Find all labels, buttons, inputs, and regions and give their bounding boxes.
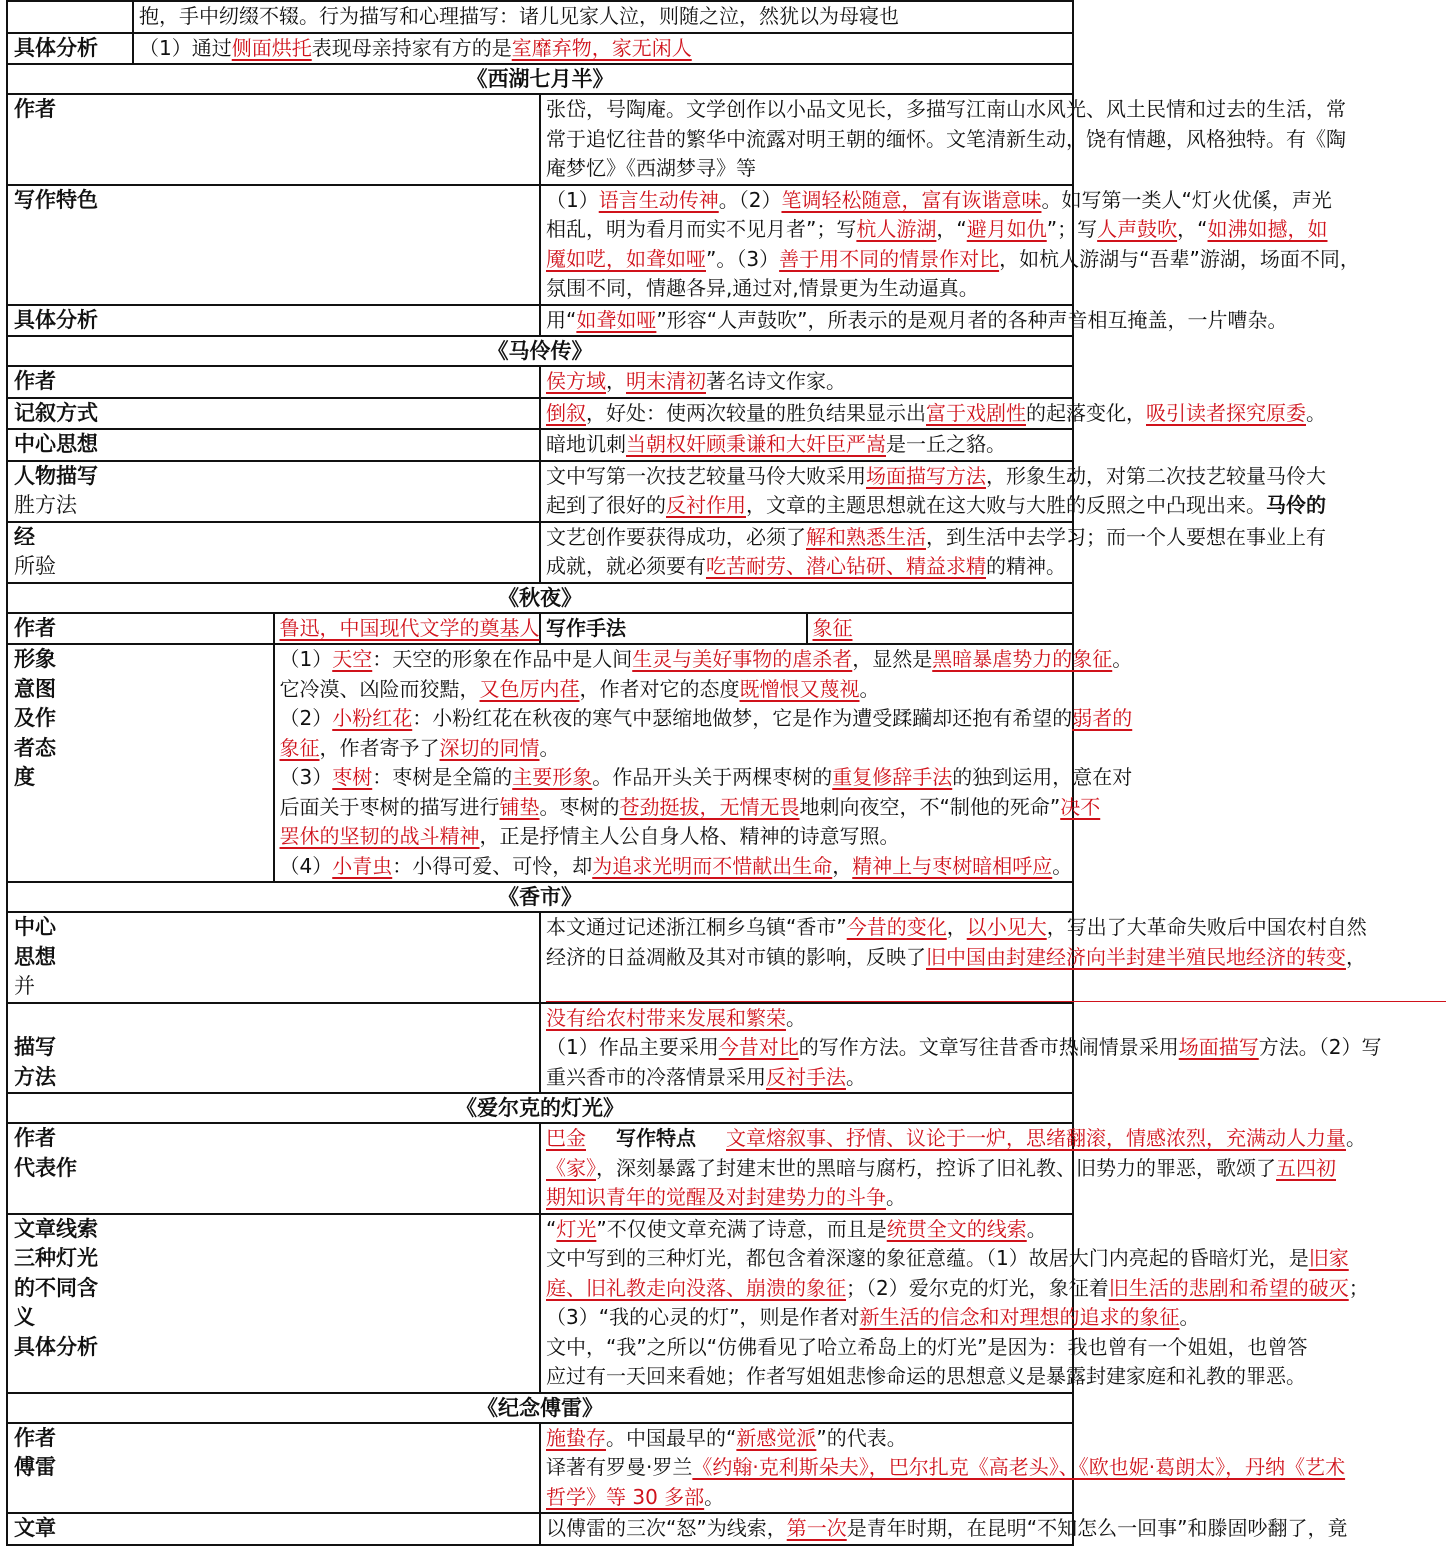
text-segment: 应过有一天回来看她；作者写姐姐悲惨命运的思想意义是暴露封建家庭和礼教的罪恶。 xyxy=(546,1364,1306,1388)
maling-author-label: 作者 xyxy=(7,366,540,398)
text-segment: 义 xyxy=(14,1305,35,1329)
qiuye-technique-label: 写作手法 xyxy=(540,613,807,645)
qiuye-title: 《秋夜》 xyxy=(7,584,1073,613)
text-segment: 。 xyxy=(786,1005,806,1030)
qiuye-author-text xyxy=(274,613,541,645)
xihu-analysis-label: 具体分析 xyxy=(7,305,540,337)
qiuye-technique-text xyxy=(807,613,1074,645)
xiangshi-title: 《香市》 xyxy=(7,883,1073,912)
text-segment: 氛围不同，情趣各异,通过对,情景更为生动逼真。 xyxy=(546,276,979,300)
fulei-table xyxy=(6,1394,1348,1546)
text-segment: 。 xyxy=(1179,1305,1200,1329)
text-segment: 。 xyxy=(1112,647,1133,671)
maling-theme-text xyxy=(540,429,1073,461)
text-segment: 暗地讥刺 xyxy=(546,432,626,456)
text-segment: （1）作品主要采用 xyxy=(546,1035,719,1059)
highlighted-text: 鲁迅，中国现代文学的奠基人 xyxy=(279,615,540,640)
fulei-title: 《纪念傅雷》 xyxy=(7,1394,1073,1423)
text-segment: 。 xyxy=(859,676,880,701)
text-segment: 相乱，明为看月而实不见月者”；写 xyxy=(546,217,857,241)
text-segment: ，文章的主题思想就在这大败与大胜的反照之中凸现出来。 xyxy=(746,493,1266,517)
text-segment: ，好处：使两次较量的胜负结果显示出 xyxy=(586,400,926,425)
text-segment: ；（2）爱尔克的灯光，象征着 xyxy=(846,1275,1109,1300)
text-segment: ，到生活中去学习；而一个人要想在事业上有 xyxy=(926,524,1326,549)
text-line xyxy=(546,1453,1346,1483)
text-line xyxy=(279,852,1073,882)
maling-title: 《马伶传》 xyxy=(7,337,1073,366)
analysis-text xyxy=(133,33,1073,65)
xiangshi-desc-text xyxy=(540,1003,1382,1094)
text-segment: 常于追忆往昔的繁华中流露对明王朝的缅怀。文笔清新生动，饶有情趣，风格独特。有《陶 xyxy=(546,126,1346,151)
text-segment: （1）通过 xyxy=(139,35,232,60)
maling-author-text xyxy=(540,366,1073,398)
xihu-analysis-text xyxy=(540,305,1288,337)
text-line xyxy=(280,822,1068,852)
maling-theme-label: 中心思想 xyxy=(7,429,540,461)
text-segment: ，形象生动，对第二次技艺较量马伶大 xyxy=(986,463,1326,488)
highlighted-text: 解和熟悉生活 xyxy=(806,524,926,549)
text-line xyxy=(546,462,1326,492)
text-segment: 。 xyxy=(886,1185,906,1209)
text-segment: 译著有罗曼·罗兰 xyxy=(546,1455,693,1479)
text-segment: 。 xyxy=(1026,1216,1047,1241)
text-segment: 庵梦忆》《西湖梦寻》等 xyxy=(546,156,756,180)
highlighted-text: 小青虫 xyxy=(332,853,393,878)
highlighted-text: 明末清初 xyxy=(626,369,706,393)
qiuye-image-text xyxy=(274,644,1133,882)
text-line xyxy=(546,186,1332,216)
text-segment: ，“ xyxy=(936,217,967,241)
text-segment: ， xyxy=(1346,944,1366,969)
text-segment: ：枣树是全篇的 xyxy=(372,765,513,789)
highlighted-text: 生灵与美好事物的虐杀者 xyxy=(632,647,853,671)
text-line xyxy=(546,215,1328,245)
maling-character-text xyxy=(540,461,1326,522)
aierke-table xyxy=(6,1094,1369,1394)
highlighted-text: 笔调轻松随意，富有诙谐意味 xyxy=(781,187,1042,212)
highlighted-text: 吃苦耐劳、潜心钻研、精益求精 xyxy=(706,554,986,578)
text-segment: 。 xyxy=(539,735,560,760)
text-segment: 后面关于枣树的描写进行 xyxy=(279,794,500,819)
highlighted-text: 以小见大 xyxy=(966,915,1047,939)
highlighted-text: 深切的同情 xyxy=(439,735,540,760)
text-segment: 具体分析 xyxy=(14,1334,98,1359)
highlighted-text: 枣树 xyxy=(332,765,373,789)
highlighted-text: 天空 xyxy=(332,647,373,671)
highlighted-text: 文章熔叙事、抒情、议论于一炉，思绪翻滚，情感浓烈，充满动人力量 xyxy=(726,1126,1346,1150)
text-segment: 。如写第一类人“灯火优傒，声光 xyxy=(1041,187,1332,212)
aierke-author-text xyxy=(540,1123,1366,1214)
text-segment: ， xyxy=(606,369,626,393)
text-segment: 作者 xyxy=(14,1126,56,1150)
highlighted-text: 富于戏剧性 xyxy=(926,400,1026,425)
maling-experience-label xyxy=(7,522,540,583)
highlighted-text: 重复修辞手法 xyxy=(832,765,953,789)
xihu-feature-label: 写作特色 xyxy=(7,185,540,305)
text-line xyxy=(546,943,1366,973)
maling-table xyxy=(6,337,1326,584)
text-segment: 。（2） xyxy=(718,187,782,212)
text-segment: 作者 xyxy=(14,1425,56,1450)
highlighted-text: 弱者的 xyxy=(1072,706,1133,730)
text-segment: （3） xyxy=(279,765,333,789)
xihu-table xyxy=(6,65,1360,337)
highlighted-text: 侧面烘托 xyxy=(231,35,312,60)
text-segment: 胜方法 xyxy=(14,493,77,517)
text-segment: 及作 xyxy=(14,706,56,730)
xiangshi-desc-label xyxy=(7,1003,540,1094)
highlighted-text: 主要形象 xyxy=(512,765,593,789)
highlighted-text: 场面描写 xyxy=(1178,1035,1259,1059)
text-segment: ，“ xyxy=(1177,217,1208,241)
highlighted-text: 新感觉派 xyxy=(736,1425,817,1450)
highlighted-text: 旧生活的悲剧和希望的破灭 xyxy=(1108,1275,1349,1300)
text-line xyxy=(546,1514,1348,1544)
qiuye-author-label: 作者 xyxy=(7,613,274,645)
text-line xyxy=(546,1063,1067,1093)
highlighted-text: 哲学》等 30 多部 xyxy=(546,1484,705,1509)
text-segment: 。 xyxy=(1306,400,1326,425)
text-segment: 中心 xyxy=(14,915,56,939)
text-segment: ”；写 xyxy=(1046,217,1098,241)
highlighted-text: 侯方域 xyxy=(546,369,606,393)
text-line xyxy=(546,245,1360,275)
blank-label-cell xyxy=(7,1,133,33)
text-line xyxy=(280,675,1068,705)
highlighted-text: 罢休的坚韧的战斗精神 xyxy=(279,824,480,848)
text-segment: ，作者对它的态度 xyxy=(579,676,740,701)
top-table xyxy=(6,0,1074,65)
text-line xyxy=(546,1244,1349,1274)
text-line xyxy=(546,1124,1366,1154)
text-line xyxy=(139,34,1067,64)
highlighted-text: 巴金 xyxy=(546,1126,586,1150)
text-segment: ，显然是 xyxy=(852,647,933,671)
highlighted-text: 又色厉内荏 xyxy=(479,676,580,701)
text-segment: 以傅雷的三次“怒”为线索， xyxy=(546,1516,787,1540)
text-segment: 著名诗文作家。 xyxy=(706,369,846,393)
text-segment: 人物描写 xyxy=(14,463,98,488)
highlighted-text: 如聋如哑 xyxy=(576,307,657,332)
qiuye-image-label xyxy=(7,644,274,882)
text-segment: ； xyxy=(1348,1275,1369,1300)
highlighted-text: 吸引读者探究原委 xyxy=(1146,400,1306,425)
text-segment: ”不仅使文章充满了诗意，而且是 xyxy=(596,1216,887,1241)
text-segment: 是青年时期，在昆明“不知怎么一回事”和滕固吵翻了，竟 xyxy=(846,1516,1348,1540)
text-segment: 意图 xyxy=(14,676,56,701)
text-segment: 。作品开头关于两棵枣树的 xyxy=(592,765,833,789)
text-segment: 张岱，号陶庵。文学创作以小品文见长，多描写江南山水风光、风土民情和过去的生活，常 xyxy=(546,97,1346,121)
text-line xyxy=(546,1424,1067,1454)
text-segment: ：天空的形象在作品中是人间 xyxy=(372,647,633,671)
xiangshi-theme-label xyxy=(7,912,540,1003)
text-line xyxy=(279,793,1101,823)
text-segment: ：小粉红花在秋夜的寒气中瑟缩地做梦，它是作为遭受蹂躏却还抱有希望的 xyxy=(412,706,1073,730)
text-segment: 描写 xyxy=(14,1035,56,1059)
highlighted-text: 五四初 xyxy=(1276,1155,1336,1180)
text-segment: （1） xyxy=(546,187,599,212)
text-segment: 。 xyxy=(846,1064,866,1089)
maling-experience-text xyxy=(540,522,1326,583)
text-segment: 用“ xyxy=(546,307,577,332)
text-line xyxy=(546,913,1367,943)
highlighted-text: 期知识青年的觉醒及对封建势力的斗争 xyxy=(546,1185,886,1209)
text-segment: 文章线索 xyxy=(14,1216,98,1241)
xiangshi-theme-text xyxy=(540,912,1367,1003)
text-segment: 文中写到的三种灯光，都包含着深邃的象征意蕴。（1）故居大门内亮起的昏暗灯光，是 xyxy=(546,1246,1309,1270)
text-segment: 者态 xyxy=(14,735,56,760)
text-line xyxy=(546,367,1067,397)
highlighted-text: 反衬作用 xyxy=(666,493,746,517)
text-segment: 方法。（2）写 xyxy=(1258,1035,1382,1059)
highlighted-text: 如沸如撼，如 xyxy=(1207,217,1328,241)
highlighted-text: 人声鼓吹 xyxy=(1097,217,1178,241)
xihu-author-label: 作者 xyxy=(7,94,540,185)
text-segment: 。中国最早的“ xyxy=(606,1425,737,1450)
text-segment: 思想 xyxy=(14,944,56,969)
text-segment: ，作者寄予了 xyxy=(319,735,440,760)
text-segment: ，深刻暴露了封建末世的黑暗与腐朽，控诉了旧礼教、旧势力的罪恶，歌颂了 xyxy=(596,1155,1276,1180)
text-segment: 地刺向夜空，不“制他的死命” xyxy=(799,794,1061,819)
text-segment: （2） xyxy=(279,706,333,730)
text-segment: 。 xyxy=(1052,853,1073,878)
highlighted-text: 铺垫 xyxy=(499,794,540,819)
text-segment: ，如杭人游湖与“吾辈”游湖，场面不同， xyxy=(999,246,1360,271)
text-segment: 的起落变化， xyxy=(1026,400,1146,425)
highlighted-text: 《约翰·克利斯朵夫》，巴尔扎克《高老头》、《欧也妮·葛朗太》，丹纳《艺术 xyxy=(692,1455,1346,1479)
text-line xyxy=(546,1154,1336,1184)
text-segment: 表现母亲持家有方的是 xyxy=(311,35,512,60)
highlighted-text: 旧家 xyxy=(1308,1246,1349,1270)
text-segment: 的写作方法。文章写往昔香市热闹情景采用 xyxy=(798,1035,1179,1059)
text-segment: 文中，“我”之所以“仿佛看见了哈立希岛上的灯光”是因为：我也曾有一个姐姐，也曾答 xyxy=(546,1334,1308,1359)
highlighted-text: 《家》 xyxy=(546,1155,596,1180)
text-line xyxy=(546,552,1067,582)
highlighted-text: 决不 xyxy=(1060,794,1101,819)
text-line xyxy=(280,734,1068,764)
maling-character-label xyxy=(7,461,540,522)
aierke-clue-label xyxy=(7,1214,540,1393)
highlighted-text: 象征 xyxy=(812,615,853,640)
highlighted-text: 新生活的信念和对理想的追求的象征 xyxy=(859,1305,1180,1329)
xiangshi-fill-line xyxy=(546,981,1446,1002)
study-notes-sheet xyxy=(6,0,1382,1546)
text-segment: 它冷漠、凶险而狡黠， xyxy=(279,676,480,701)
highlighted-text: 庭、旧礼教走向没落、崩溃的象征 xyxy=(546,1275,846,1300)
text-line xyxy=(546,399,1326,429)
text-segment: 。 xyxy=(704,1484,725,1509)
text-segment: 的精神。 xyxy=(986,554,1066,578)
text-segment: ，正是抒情主人公自身人格、精神的诗意写照。 xyxy=(479,824,900,848)
text-segment: ， xyxy=(946,915,967,939)
fulei-author-text xyxy=(540,1423,1346,1514)
text-segment: 重兴香市的冷落情景采用 xyxy=(546,1064,766,1089)
aierke-title: 《爱尔克的灯光》 xyxy=(7,1094,1073,1123)
highlighted-text: 室靡弃物，家无闲人 xyxy=(511,35,692,60)
highlighted-text: 第一次 xyxy=(786,1516,847,1540)
text-segment: ：小得可爱、可怜，却 xyxy=(392,853,593,878)
text-segment: 。枣树的 xyxy=(539,794,620,819)
text-segment: 三种灯光 xyxy=(14,1246,98,1270)
highlighted-text: 苍劲挺拔，无情无畏 xyxy=(619,794,800,819)
text-segment: （4） xyxy=(279,853,333,878)
highlighted-text: 当朝权奸顾秉谦和大奸臣严嵩 xyxy=(626,432,886,456)
xihu-title: 《西湖七月半》 xyxy=(7,65,1073,94)
highlighted-text: 善于用不同的情景作对比 xyxy=(779,246,1000,271)
highlighted-text: 语言生动传神 xyxy=(598,187,719,212)
text-segment: ”的代表。 xyxy=(816,1425,907,1450)
text-segment: 经济的日益凋敝及其对市镇的影响，反映了 xyxy=(546,944,926,969)
highlighted-text: 黑暗暴虐势力的象征 xyxy=(932,647,1113,671)
aierke-author-label xyxy=(7,1123,540,1214)
text-segment: 是一丘之貉。 xyxy=(886,432,1006,456)
text-line xyxy=(279,614,540,644)
text-segment: 抱，手中纫缀不辍。行为描写和心理描写：诸儿见家人泣，则随之泣，然犹以为母寝也 xyxy=(139,4,899,28)
highlighted-text: 象征 xyxy=(279,735,320,760)
text-line xyxy=(279,645,1133,675)
highlighted-text: 魇如呓，如聋如哑 xyxy=(546,246,706,271)
highlighted-text: 避月如仇 xyxy=(966,217,1047,241)
text-line xyxy=(14,1004,533,1034)
text-segment: 文中写第一次技艺较量马伶大败采用 xyxy=(546,463,866,488)
highlighted-text: 场面描写方法 xyxy=(866,463,986,488)
highlighted-text: 小粉红花 xyxy=(332,706,413,730)
highlighted-text: 倒叙 xyxy=(546,400,586,425)
text-line xyxy=(813,614,1068,644)
text-line xyxy=(546,306,1288,336)
text-segment: 马伶的 xyxy=(1266,493,1326,517)
text-line xyxy=(546,1183,1067,1213)
text-line xyxy=(546,1033,1382,1063)
text-segment: ”形容“人声鼓吹”，所表示的是观月者的各种声音相互掩盖，一片嘈杂。 xyxy=(656,307,1288,332)
highlighted-text: 为追求光明而不惜献出生命 xyxy=(592,853,833,878)
xihu-author-text xyxy=(540,94,1346,185)
text-segment: ，写出了大革命失败后中国农村自然 xyxy=(1046,915,1367,939)
text-segment: 度 xyxy=(14,765,35,789)
maling-narration-label: 记叙方式 xyxy=(7,398,540,430)
text-segment: 代表作 xyxy=(14,1155,77,1180)
fulei-article-text xyxy=(540,1513,1348,1545)
text-segment: （3）“我的心灵的灯”，则是作者对 xyxy=(546,1305,860,1329)
highlighted-text: 今昔的变化 xyxy=(846,915,947,939)
fulei-article-label: 文章 xyxy=(7,1513,540,1545)
highlighted-text: 没有给农村带来发展和繁荣 xyxy=(546,1005,786,1030)
maling-narration-text xyxy=(540,398,1326,430)
text-line xyxy=(546,491,1326,521)
text-segment: ， xyxy=(832,853,853,878)
text-segment: 写作特点 xyxy=(616,1126,696,1150)
text-segment: 本文通过记述浙江桐乡乌镇“香市” xyxy=(546,915,847,939)
highlighted-text: 既憎恨又蔑视 xyxy=(739,676,860,701)
text-segment: 的独到运用，意在对 xyxy=(952,765,1133,789)
text-segment: 傅雷 xyxy=(14,1455,56,1479)
text-segment: 起到了很好的 xyxy=(546,493,666,517)
highlighted-text: 统贯全文的线索 xyxy=(886,1216,1027,1241)
highlighted-text: 杭人游湖 xyxy=(856,217,937,241)
highlighted-text: 旧中国由封建经济向半封建半殖民地经济的转变 xyxy=(926,944,1346,969)
text-segment: 。 xyxy=(1346,1126,1366,1150)
aierke-clue-text xyxy=(540,1214,1369,1393)
highlighted-text: 今昔对比 xyxy=(718,1035,799,1059)
text-line xyxy=(279,763,1133,793)
text-segment: 的不同含 xyxy=(14,1275,98,1300)
qiuye-table xyxy=(6,584,1133,884)
text-segment: （1） xyxy=(279,647,333,671)
xihu-feature-text xyxy=(540,185,1360,305)
xiangshi-table xyxy=(6,883,1382,1094)
text-line xyxy=(546,1483,1067,1513)
text-segment: 方法 xyxy=(14,1064,56,1089)
highlighted-text: 反衬手法 xyxy=(766,1064,846,1089)
text-line xyxy=(546,972,1067,1001)
text-segment: 并 xyxy=(14,974,35,998)
highlighted-text: 施蛰存 xyxy=(546,1425,606,1450)
text-line xyxy=(279,704,1133,734)
text-segment: 文艺创作要获得成功，必须了 xyxy=(546,524,806,549)
text-line xyxy=(546,1274,1369,1304)
continuation-text xyxy=(133,1,1073,33)
highlighted-text: 精神上与枣树暗相呼应 xyxy=(852,853,1053,878)
text-line xyxy=(546,1303,1200,1333)
text-line xyxy=(546,1004,1067,1034)
text-line xyxy=(546,523,1326,553)
analysis-label: 具体分析 xyxy=(7,33,133,65)
text-segment: 所验 xyxy=(14,554,56,578)
text-line xyxy=(546,1215,1067,1245)
text-segment: 形象 xyxy=(14,647,56,671)
fulei-author-label xyxy=(7,1423,540,1514)
text-segment: 成就，就必须要有 xyxy=(546,554,706,578)
text-segment: “ xyxy=(546,1216,557,1241)
text-segment: ”。（3） xyxy=(706,246,780,271)
text-line xyxy=(546,430,1067,460)
highlighted-text: 灯光 xyxy=(556,1216,597,1241)
text-segment: 经 xyxy=(14,524,35,549)
